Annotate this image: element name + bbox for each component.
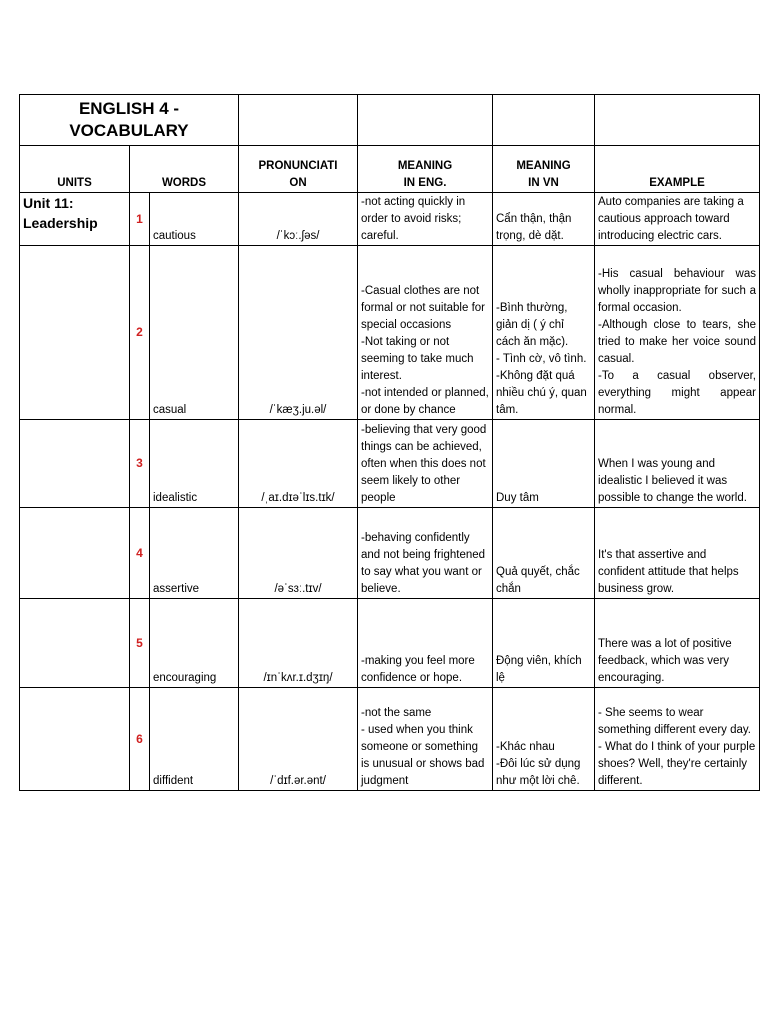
example: Auto companies are taking a cautious approach toward introducing electric cars. xyxy=(595,193,760,246)
meaning-eng: -believing that very good things can be achieved, often when this does not seem likely to other people xyxy=(358,420,493,508)
meaning-vn: Động viên, khích lệ xyxy=(493,599,595,688)
meaning-eng: -not acting quickly in order to avoid risks; careful. xyxy=(358,193,493,246)
meaning-vn: -Bình thường, giản dị ( ý chỉ cách ăn mặc). - Tình cờ, vô tình. -Không đặt quá nhiều chú ý, quan tâm. xyxy=(493,246,595,420)
empty-cell xyxy=(20,508,130,599)
header-pronunciation: PRONUNCIATI ON xyxy=(239,146,358,193)
example: -His casual behaviour was wholly inappropriate for such a formal occasion. -Although close to tears, she tried to make her voice sound casual. -To a casual observer, everything might appear normal. xyxy=(595,246,760,420)
pronunciation: /ɪnˈkʌr.ɪ.dʒɪŋ/ xyxy=(239,599,358,688)
pronunciation: /ˈdɪf.ər.ənt/ xyxy=(239,688,358,791)
unit-label: Unit 11: Leadership xyxy=(20,193,130,246)
word: assertive xyxy=(150,508,239,599)
empty-cell xyxy=(358,95,493,146)
row-number: 3 xyxy=(130,420,150,508)
pronunciation: /ˈkɔː.ʃəs/ xyxy=(239,193,358,246)
example: When I was young and idealistic I believed it was possible to change the world. xyxy=(595,420,760,508)
header-words: WORDS xyxy=(130,146,239,193)
meaning-eng: -Casual clothes are not formal or not suitable for special occasions -Not taking or not seeming to take much interest. -not intended or planned, or done by chance xyxy=(358,246,493,420)
header-meaning-vn: MEANING IN VN xyxy=(493,146,595,193)
meaning-eng: -not the same - used when you think someone or something is unusual or shows bad judgment xyxy=(358,688,493,791)
row-number: 2 xyxy=(130,246,150,420)
pronunciation: /ˌaɪ.dɪəˈlɪs.tɪk/ xyxy=(239,420,358,508)
header-meaning-eng: MEANING IN ENG. xyxy=(358,146,493,193)
header-example: EXAMPLE xyxy=(595,146,760,193)
vocabulary-table xyxy=(19,94,760,791)
table-row xyxy=(20,508,760,599)
table-row xyxy=(20,688,760,791)
meaning-vn: Quả quyết, chắc chắn xyxy=(493,508,595,599)
title-row xyxy=(20,95,760,146)
empty-cell xyxy=(239,95,358,146)
word: encouraging xyxy=(150,599,239,688)
pronunciation: /ˈkæʒ.ju.əl/ xyxy=(239,246,358,420)
header-row xyxy=(20,146,760,193)
empty-cell xyxy=(20,246,130,420)
empty-cell xyxy=(20,688,130,791)
empty-cell xyxy=(595,95,760,146)
empty-cell xyxy=(493,95,595,146)
meaning-eng: -behaving confidently and not being frightened to say what you want or believe. xyxy=(358,508,493,599)
meaning-vn: Duy tâm xyxy=(493,420,595,508)
table-row xyxy=(20,599,760,688)
empty-cell xyxy=(20,599,130,688)
word: diffident xyxy=(150,688,239,791)
meaning-vn: -Khác nhau -Đôi lúc sử dụng như một lời chê. xyxy=(493,688,595,791)
row-number: 6 xyxy=(130,688,150,791)
example: - She seems to wear something different every day. - What do I think of your purple shoes? Well, they're certainly different. xyxy=(595,688,760,791)
meaning-vn: Cẩn thận, thận trọng, dè dặt. xyxy=(493,193,595,246)
row-number: 1 xyxy=(130,193,150,246)
example: There was a lot of positive feedback, which was very encouraging. xyxy=(595,599,760,688)
row-number: 5 xyxy=(130,599,150,688)
table-row xyxy=(20,420,760,508)
word: idealistic xyxy=(150,420,239,508)
example: It's that assertive and confident attitude that helps business grow. xyxy=(595,508,760,599)
meaning-eng: -making you feel more confidence or hope. xyxy=(358,599,493,688)
pronunciation: /əˈsɜː.tɪv/ xyxy=(239,508,358,599)
header-units: UNITS xyxy=(20,146,130,193)
word: casual xyxy=(150,246,239,420)
page-title: ENGLISH 4 - VOCABULARY xyxy=(20,95,239,146)
table-row xyxy=(20,193,760,246)
word: cautious xyxy=(150,193,239,246)
row-number: 4 xyxy=(130,508,150,599)
table-row xyxy=(20,246,760,420)
empty-cell xyxy=(20,420,130,508)
